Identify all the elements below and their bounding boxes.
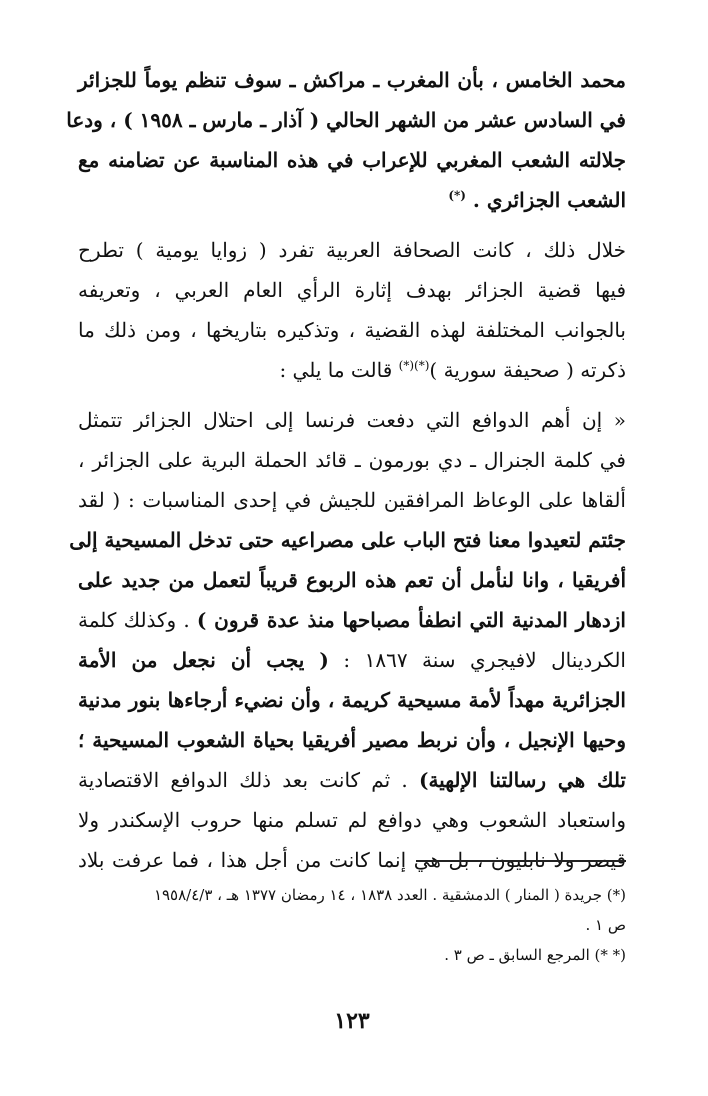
- text-line: محمد الخامس ، بأن المغرب ـ مراكش ـ سوف تنظم يوماً للجزائر: [78, 68, 626, 92]
- text-line: جلالته الشعب المغربي للإعراب في هذه المناسبة عن تضامنه مع: [78, 148, 626, 172]
- text-line: بالجوانب المختلفة لهذه القضية ، وتذكيره بتاريخها ، ومن ذلك ما: [78, 318, 626, 342]
- footnote-line: (*) جريدة ( المنار ) الدمشقية . العدد ١٨٣٨ ، ١٤ رمضان ١٣٧٧ هـ ، ١٩٥٨/٤/٣: [153, 886, 626, 904]
- text-fragment: الشعب الجزائري .: [472, 188, 626, 212]
- text-line: قيصر ولا نابليون ، بل هي إنما كانت من أجل هذا ، فما عرفت بلاد: [78, 848, 627, 872]
- text-line: « إن أهم الدوافع التي دفعت فرنسا إلى احتلال الجزائر تتمثل: [78, 408, 626, 432]
- text-fragment: . ثم كانت بعد ذلك الدوافع الاقتصادية: [78, 768, 408, 792]
- text-fragment: ( يجب أن نجعل من الأمة: [78, 648, 329, 672]
- footnote-marker: (*): [448, 188, 466, 203]
- text-line: ألقاها على الوعاظ المرافقين للجيش في إحدى المناسبات : ( لقد: [78, 488, 626, 512]
- text-line: [78, 350, 626, 390]
- text-line: [78, 760, 626, 800]
- text-fragment: ذكرته ( صحيفة سورية ): [429, 358, 626, 382]
- footnote-line: (* *) المرجع السابق ـ ص ٣ .: [444, 946, 626, 964]
- footnote-divider: [416, 860, 626, 862]
- text-line: [78, 600, 626, 640]
- text-line: واستعباد الشعوب وهي دوافع لم تسلم منها حروب الإسكندر ولا: [78, 808, 626, 832]
- page-number: ١٢٣: [334, 1008, 370, 1034]
- footnotes: [78, 880, 626, 970]
- text-line: [78, 640, 626, 680]
- text-line: في كلمة الجنرال ـ دي بورمون ـ قائد الحملة البرية على الجزائر ،: [78, 448, 626, 472]
- text-line: فيها قضية الجزائر بهدف إثارة الرأي العام العربي ، وتعريفه: [78, 278, 626, 302]
- text-fragment: تلك هي رسالتنا الإلهية): [418, 768, 627, 792]
- text-line: أفريقيا ، وانا لنأمل أن تعم هذه الربوع قريباً لتعمل من جديد على: [78, 568, 626, 592]
- footnote-line: ص ١ .: [585, 916, 626, 934]
- text-line: الجزائرية مهداً لأمة مسيحية كريمة ، وأن نضيء أرجاءها بنور مدنية: [78, 688, 626, 712]
- text-fragment: قالت ما يلي :: [279, 358, 393, 382]
- document-page: [66, 60, 627, 1096]
- text-line: [78, 180, 626, 220]
- text-fragment: الكردينال لافيجري سنة ١٨٦٧ :: [343, 648, 626, 672]
- text-fragment: ازدهار المدنية التي انطفأ مصباحها منذ عدة قرون ): [196, 608, 626, 632]
- text-line: جئتم لتعيدوا معنا فتح الباب على مصراعيه حتى تدخل المسيحية إلى: [69, 528, 626, 552]
- text-line: خلال ذلك ، كانت الصحافة العربية تفرد ( زوايا يومية ) تطرح: [78, 238, 626, 262]
- text-fragment: . وكذلك كلمة: [78, 608, 190, 632]
- footnote-marker: (*)(*): [398, 358, 430, 373]
- text-line: وحيها الإنجيل ، وأن نربط مصير أفريقيا بحياة الشعوب المسيحية ؛: [78, 728, 626, 752]
- text-line: في السادس عشر من الشهر الحالي ( آذار ـ مارس ـ ١٩٥٨ ) ، ودعا: [66, 108, 626, 132]
